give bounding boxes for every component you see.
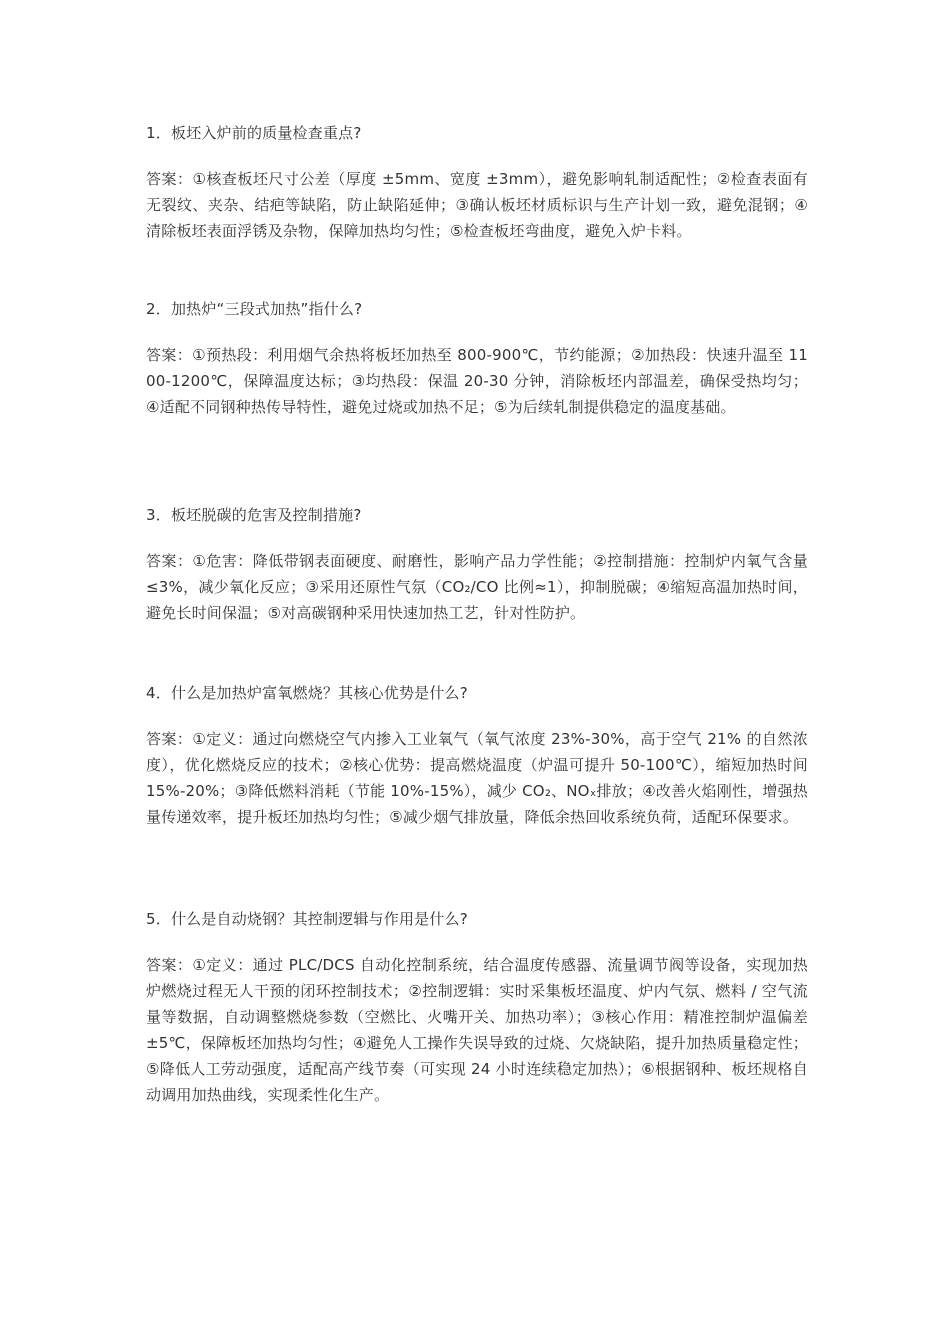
qa-item-2 bbox=[146, 296, 808, 420]
question-2: 2．加热炉“三段式加热”指什么? bbox=[146, 300, 363, 318]
question-4: 4．什么是加热炉富氧燃烧？其核心优势是什么? bbox=[146, 684, 468, 702]
question-3: 3．板坯脱碳的危害及控制措施? bbox=[146, 506, 362, 524]
answer-1: 答案：①核查板坯尺寸公差（厚度 ±5mm、宽度 ±3mm），避免影响轧制适配性；②检查表面有无裂纹、夹杂、结疤等缺陷，防止缺陷延伸；③确认板坯材质标识与生产计划一致，避免混钢；④清除板坯表面浮锈及杂物，保障加热均匀性；⑤检查板坯弯曲度，避免入炉卡料。 bbox=[146, 170, 808, 240]
answer-4: 答案：①定义：通过向燃烧空气内掺入工业氧气（氧气浓度 23%-30%，高于空气 21% 的自然浓度），优化燃烧反应的技术；②核心优势：提高燃烧温度（炉温可提升 50-100℃），缩短加热时间 15%-20%；③降低燃料消耗（节能 10%-15%），减少 CO₂、NOₓ排放；④改善火焰刚性，增强热量传递效率，提升板坯加热均匀性；⑤减少烟气排放量，降低余热回收系统负荷，适配环保要求。 bbox=[146, 730, 808, 826]
answer-5: 答案：①定义：通过 PLC/DCS 自动化控制系统，结合温度传感器、流量调节阀等设备，实现加热炉燃烧过程无人干预的闭环控制技术；②控制逻辑：实时采集板坯温度、炉内气氛、燃料 / 空气流量等数据，自动调整燃烧参数（空燃比、火嘴开关、加热功率）；③核心作用：精准控制炉温偏差 ±5℃，保障板坯加热均匀性；④避免人工操作失误导致的过烧、欠烧缺陷，提升加热质量稳定性；⑤降低人工劳动强度，适配高产线节奏（可实现 24 小时连续稳定加热）；⑥根据钢种、板坯规格自动调用加热曲线，实现柔性化生产。 bbox=[146, 956, 808, 1104]
question-5: 5．什么是自动烧钢？其控制逻辑与作用是什么? bbox=[146, 910, 468, 928]
qa-item-5 bbox=[146, 906, 808, 1108]
question-1: 1．板坯入炉前的质量检查重点? bbox=[146, 124, 362, 142]
answer-2: 答案：①预热段：利用烟气余热将板坯加热至 800-900℃，节约能源；②加热段：快速升温至 1100-1200℃，保障温度达标；③均热段：保温 20-30 分钟，消除板坯内部温差，确保受热均匀；④适配不同钢种热传导特性，避免过烧或加热不足；⑤为后续轧制提供稳定的温度基础。 bbox=[146, 346, 808, 416]
qa-item-1 bbox=[146, 120, 808, 244]
qa-item-4 bbox=[146, 680, 808, 830]
answer-3: 答案：①危害：降低带钢表面硬度、耐磨性，影响产品力学性能；②控制措施：控制炉内氧气含量≤3%，减少氧化反应；③采用还原性气氛（CO₂/CO 比例≈1），抑制脱碳；④缩短高温加热时间，避免长时间保温；⑤对高碳钢种采用快速加热工艺，针对性防护。 bbox=[146, 552, 808, 622]
qa-item-3 bbox=[146, 502, 808, 626]
